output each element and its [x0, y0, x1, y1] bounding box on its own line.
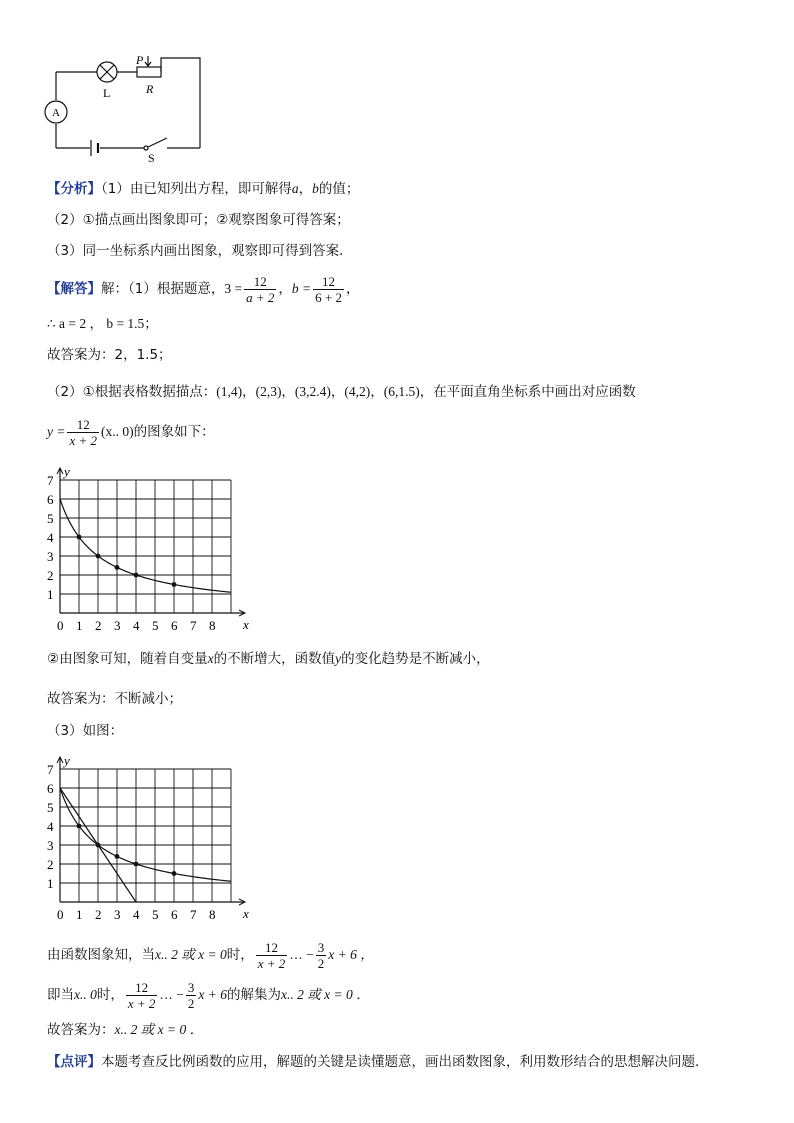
- y-tick-label: 1: [47, 587, 54, 602]
- battery-symbol: [91, 140, 98, 156]
- analysis-tag: 【分析】: [47, 181, 101, 197]
- solution-line-2: ∴ a = 2 ， b = 1.5；: [47, 316, 158, 331]
- solution-line-3: 故答案为：2，1.5；: [47, 347, 172, 363]
- solution-line-4: （2）①根据表格数据描点：(1,4)，(2,3)，(3,2.4)，(4,2)，(6,1.5)，在平面直角坐标系中画出对应函数: [47, 384, 636, 400]
- review-tag: 【点评】: [47, 1054, 101, 1070]
- solution-tag: 【解答】: [47, 281, 101, 297]
- y-tick-label: 3: [47, 838, 54, 853]
- x-tick-label: 7: [190, 907, 197, 922]
- x-tick-label: 2: [95, 618, 102, 633]
- label-A: A: [52, 107, 60, 119]
- analysis-line-2: （2）①描点画出图象即可；②观察图象可得答案；: [47, 212, 350, 228]
- x-tick-label: 1: [76, 907, 83, 922]
- fraction: $\frac{12}{x + 2}$: [127, 979, 156, 1011]
- x-tick-label: 1: [76, 618, 83, 633]
- function-graph-1: [40, 458, 260, 638]
- plotted-point: [115, 854, 120, 859]
- plotted-point: [172, 871, 177, 876]
- lamp-symbol: [97, 62, 117, 82]
- plotted-point: [172, 582, 177, 587]
- label-L: L: [103, 86, 111, 100]
- x-tick-label: 8: [209, 618, 216, 633]
- y-tick-label: 4: [47, 819, 54, 834]
- review-line: 【点评】本题考查反比例函数的应用，解题的关键是读懂题意，画出函数图象，利用数形结合的思想解决问题．: [47, 1054, 709, 1070]
- fraction: $\frac{3}{2}$: [317, 939, 325, 971]
- x-tick-label: 7: [190, 618, 197, 633]
- solution-line-11: 故答案为：x.. 2 或 x = 0 ．: [47, 1022, 204, 1038]
- solution-line-8: （3）如图：: [47, 723, 124, 739]
- solution-line-1: 【解答】 解：（1）根据题意， 3 = $\frac{12}{a + 2}$ ， b = $\frac{12}{6 + 2}$ ，: [47, 273, 360, 305]
- y-tick-label: 2: [47, 568, 54, 583]
- solution-line-9: 由函数图象知，当 x.. 2 或 x = 0 时， $\frac{12}{x + 2}$ … − $\frac{3}{2}$ x + 6 ，: [47, 939, 374, 971]
- fraction: $\frac{12}{a + 2}$: [246, 273, 275, 305]
- x-tick-label: 5: [152, 618, 159, 633]
- x-tick-label: 0: [57, 907, 64, 922]
- x-tick-label: 5: [152, 907, 159, 922]
- y-axis-label: y: [64, 753, 70, 768]
- label-P: P: [136, 53, 144, 67]
- x-tick-label: 8: [209, 907, 216, 922]
- plotted-point: [77, 535, 82, 540]
- solution-line-5: y = $\frac{12}{x + 2}$ (x.. 0) 的图象如下：: [47, 416, 215, 448]
- solution-line-10: 即当 x.. 0 时， $\frac{12}{x + 2}$ … − $\frac{3}{2}$ x + 6 的解集为 x.. 2 或 x = 0 ．: [47, 979, 370, 1011]
- x-tick-label: 0: [57, 618, 64, 633]
- plotted-point: [77, 824, 82, 829]
- plotted-point: [96, 554, 101, 559]
- y-tick-label: 6: [47, 781, 54, 796]
- x-tick-label: 2: [95, 907, 102, 922]
- plotted-point: [115, 565, 120, 570]
- x-tick-label: 6: [171, 618, 178, 633]
- y-tick-label: 4: [47, 530, 54, 545]
- function-graph-2: [40, 747, 260, 927]
- circuit-diagram: [40, 50, 220, 165]
- inverse-function-curve: [60, 788, 231, 881]
- y-tick-label: 5: [47, 511, 54, 526]
- x-tick-label: 4: [133, 907, 140, 922]
- fraction: $\frac{12}{6 + 2}$: [315, 273, 342, 305]
- x-tick-label: 4: [133, 618, 140, 633]
- x-tick-label: 6: [171, 907, 178, 922]
- x-tick-label: 3: [114, 618, 121, 633]
- x-axis-label: x: [243, 617, 249, 632]
- switch-symbol: [144, 138, 167, 150]
- label-S: S: [148, 151, 155, 165]
- y-tick-label: 1: [47, 876, 54, 891]
- y-axis-label: y: [64, 464, 70, 479]
- plotted-point: [134, 862, 139, 867]
- y-tick-label: 7: [47, 762, 54, 777]
- y-tick-label: 7: [47, 473, 54, 488]
- analysis-line-1: 【分析】（1）由已知列出方程，即可解得a，b的值；: [47, 181, 360, 197]
- fraction: $\frac{12}{x + 2}$: [257, 939, 286, 971]
- label-R: R: [146, 82, 154, 96]
- fraction: $\frac{12}{x + 2}$: [69, 416, 98, 448]
- fraction: $\frac{3}{2}$: [187, 979, 195, 1011]
- inverse-function-curve: [60, 499, 231, 592]
- solution-line-6: ②由图象可知，随着自变量x的不断增大，函数值y的变化趋势是不断减小，: [47, 651, 490, 667]
- analysis-line-3: （3）同一坐标系内画出图象，观察即可得到答案．: [47, 243, 353, 259]
- plotted-point: [96, 843, 101, 848]
- plotted-point: [134, 573, 139, 578]
- y-tick-label: 3: [47, 549, 54, 564]
- y-tick-label: 6: [47, 492, 54, 507]
- solution-line-7: 故答案为：不断减小；: [47, 691, 182, 707]
- y-tick-label: 2: [47, 857, 54, 872]
- x-axis-label: x: [243, 906, 249, 921]
- x-tick-label: 3: [114, 907, 121, 922]
- y-tick-label: 5: [47, 800, 54, 815]
